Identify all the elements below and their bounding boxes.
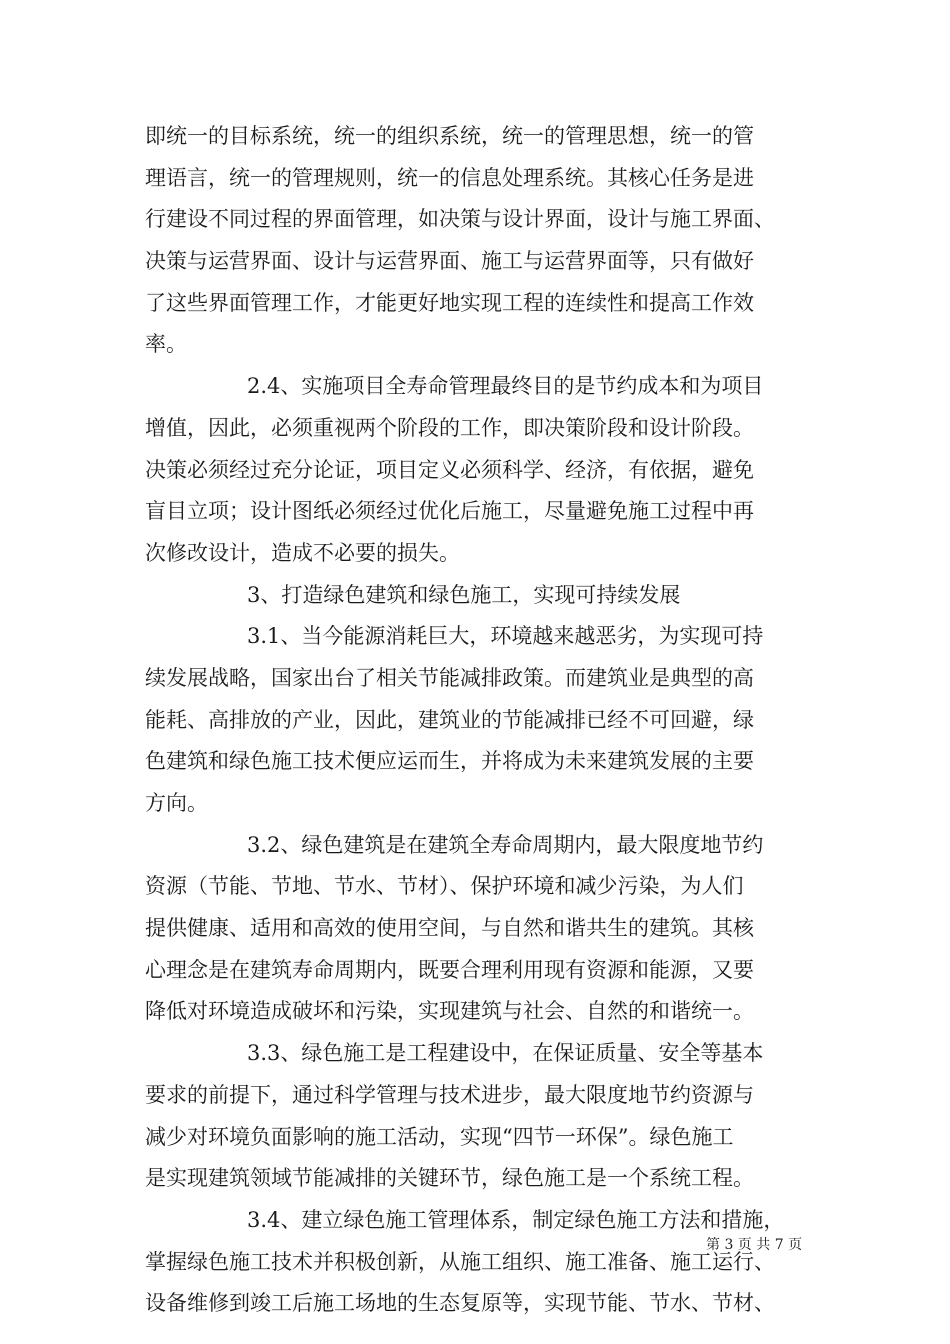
text-line: 即统一的目标系统，统一的组织系统，统一的管理思想，统一的管 xyxy=(145,124,754,148)
text-line: 心理念是在建筑寿命周期内，既要合理利用现有资源和能源，又要 xyxy=(145,957,754,982)
body-text xyxy=(145,116,815,1325)
text-line: 次修改设计，造成不必要的损失。 xyxy=(145,540,460,565)
text-line: 理语言，统一的管理规则，统一的信息处理系统。其核心任务是进 xyxy=(145,165,754,190)
section-3-heading: 3、打造绿色建筑和绿色施工，实现可持续发展 xyxy=(247,582,681,607)
text-line: 提供健康、适用和高效的使用空间，与自然和谐共生的建筑。其核 xyxy=(145,916,754,941)
text-line: 是实现建筑领域节能减排的关键环节，绿色施工是一个系统工程。 xyxy=(145,1166,754,1191)
text-line: 降低对环境造成破坏和污染，实现建筑与社会、自然的和谐统一。 xyxy=(145,999,754,1024)
text-line: 减少对环境负面影响的施工活动，实现“四节一环保”。绿色施工 xyxy=(145,1124,734,1149)
text-line: 色建筑和绿色施工技术便应运而生，并将成为未来建筑发展的主要 xyxy=(145,749,754,774)
section-2-4-start: 2.4、实施项目全寿命管理最终目的是节约成本和为项目 xyxy=(247,374,764,399)
text-line: 能耗、高排放的产业，因此，建筑业的节能减排已经不可回避，绿 xyxy=(145,707,754,732)
text-line: 率。 xyxy=(145,332,187,357)
section-3-4-start: 3.4、建立绿色施工管理体系，制定绿色施工方法和措施， xyxy=(247,1207,785,1232)
text-line: 行建设不同过程的界面管理，如决策与设计界面，设计与施工界面、 xyxy=(145,207,775,232)
text-line: 掌握绿色施工技术并积极创新，从施工组织、施工准备、施工运行、 xyxy=(145,1249,775,1274)
text-line: 方向。 xyxy=(145,791,208,815)
text-line: 设备维修到竣工后施工场地的生态复原等，实现节能、节水、节材、 xyxy=(145,1291,775,1316)
page-number-footer: 第 3 页 共 7 页 xyxy=(706,1237,803,1253)
text-line: 续发展战略，国家出台了相关节能减排政策。而建筑业是典型的高 xyxy=(145,665,754,690)
section-3-2-start: 3.2、绿色建筑是在建筑全寿命周期内，最大限度地节约 xyxy=(247,832,764,857)
text-line: 了这些界面管理工作，才能更好地实现工程的连续性和提高工作效 xyxy=(145,290,754,315)
text-line: 增值，因此，必须重视两个阶段的工作，即决策阶段和设计阶段。 xyxy=(145,415,754,440)
text-line: 要求的前提下，通过科学管理与技术进步，最大限度地节约资源与 xyxy=(145,1082,754,1107)
text-line: 盲目立项；设计图纸必须经过优化后施工，尽量避免施工过程中再 xyxy=(145,499,754,524)
section-3-3-start: 3.3、绿色施工是工程建设中，在保证质量、安全等基本 xyxy=(247,1041,764,1066)
text-line: 资源（节能、节地、节水、节材）、保护环境和减少污染，为人们 xyxy=(145,874,744,899)
section-3-1-start: 3.1、当今能源消耗巨大，环境越来越恶劣，为实现可持 xyxy=(247,624,764,649)
text-line: 决策必须经过充分论证，项目定义必须科学、经济，有依据，避免 xyxy=(145,457,754,482)
text-line: 决策与运营界面、设计与运营界面、施工与运营界面等，只有做好 xyxy=(145,249,754,274)
